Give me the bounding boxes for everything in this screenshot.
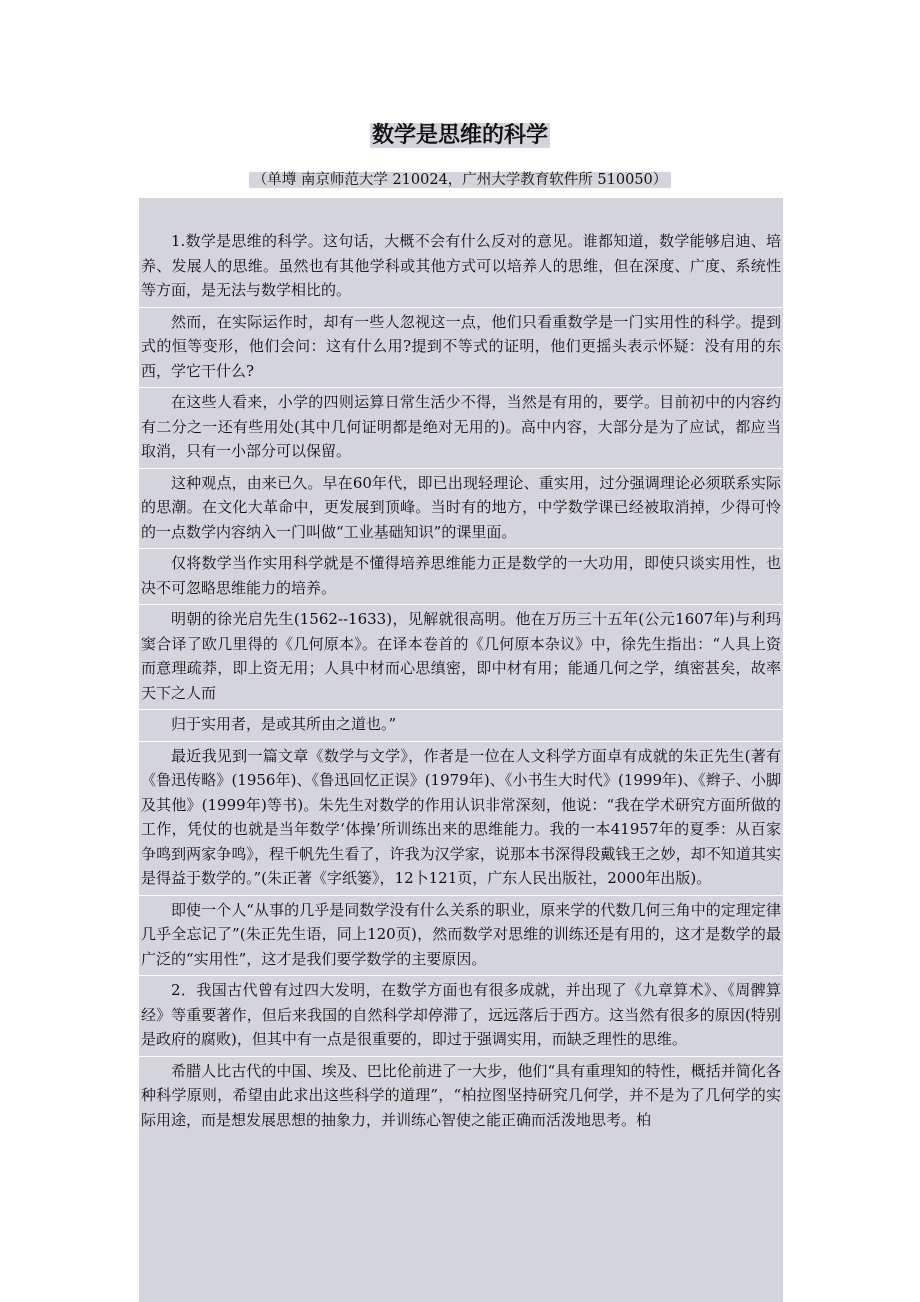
paragraph: 归于实用者，是或其所由之道也。” — [139, 709, 783, 741]
paragraph: 仅将数学当作实用科学就是不懂得培养思维能力正是数学的一大功用，即使只谈实用性，也决不可忽略思维能力的培养。 — [139, 548, 783, 604]
paragraph: 这种观点，由来已久。早在60年代，即已出现轻理论、重实用，过分强调理论必须联系实际的思潮。在文化大革命中，更发展到顶峰。当时有的地方，中学数学课已经被取消掉，少得可怜的一点数学内容纳入一门叫做“工业基础知识”的课里面。 — [139, 468, 783, 549]
paragraph: 即使一个人“从事的几乎是同数学没有什么关系的职业，原来学的代数几何三角中的定理定律几乎全忘记了”(朱正先生语，同上120页)，然而数学对思维的训练还是有用的，这才是数学的最广泛的“实用性”，这才是我们要学数学的主要原因。 — [139, 895, 783, 976]
body-top-spacer — [139, 198, 783, 227]
paragraph: 然而，在实际运作时，却有一些人忽视这一点，他们只看重数学是一门实用性的科学。提到式的恒等变形，他们会问：这有什么用?提到不等式的证明，他们更摇头表示怀疑：没有用的东西，学它干什么? — [139, 307, 783, 388]
article-body — [139, 198, 783, 1302]
document-title — [0, 121, 920, 151]
paragraph: 明朝的徐光启先生(1562--1633)，见解就很高明。他在万历三十五年(公元1607年)与利玛窦合译了欧几里得的《几何原本》。在译本卷首的《几何原本杂议》中，徐先生指出：“人具上资而意理疏莽，即上资无用；人具中材而心思缜密，即中材有用；能通几何之学，缜密甚矣，故率天下之人而 — [139, 604, 783, 709]
paragraph: 希腊人比古代的中国、埃及、巴比伦前进了一大步，他们“具有重理知的特性，概括并简化各种科学原则，希望由此求出这些科学的道理”，“柏拉图坚持研究几何学，并不是为了几何学的实际用途，而是想发展思想的抽象力，并训练心智使之能正确而活泼地思考。柏 — [139, 1056, 783, 1137]
paragraph: 在这些人看来，小学的四则运算日常生活少不得，当然是有用的，要学。目前初中的内容约有二分之一还有些用处(其中几何证明都是绝对无用的)。高中内容，大部分是为了应试，都应当取消，只有一小部分可以保留。 — [139, 387, 783, 468]
paragraph: 最近我见到一篇文章《数学与文学》，作者是一位在人文科学方面卓有成就的朱正先生(著有《鲁迅传略》(1956年)、《鲁迅回忆正误》(1979年)、《小书生大时代》(1999年)、《辫子、小脚及其他》(1999年)等书)。朱先生对数学的作用认识非常深刻，他说：“我在学术研究方面所做的工作，凭仗的也就是当年数学‘体操’所训练出来的思维能力。我的一本41957年的夏季：从百家争鸣到两家争鸣》，程千帆先生看了，许我为汉学家，说那本书深得段戴钱王之妙，却不知道其实是得益于数学的。”(朱正著《字纸篓》，12卜121页，广东人民出版社，2000年出版)。 — [139, 741, 783, 895]
author-byline — [0, 169, 920, 191]
paragraph: 1.数学是思维的科学。这句话，大概不会有什么反对的意见。谁都知道，数学能够启迪、培养、发展人的思维。虽然也有其他学科或其他方式可以培养人的思维，但在深度、广度、系统性等方面，是无法与数学相比的。 — [141, 232, 781, 299]
author-byline-text: （单墫 南京师范大学 210024，广州大学教育软件所 510050） — [249, 172, 672, 188]
paragraph: 2．我国古代曾有过四大发明，在数学方面也有很多成就，并出现了《九章算术》、《周髀算经》等重要著作，但后来我国的自然科学却停滞了，远远落后于西方。这当然有很多的原因(特别是政府的腐败)，但其中有一点是很重要的，即过于强调实用，而缺乏理性的思维。 — [139, 975, 783, 1056]
document-title-text: 数学是思维的科学 — [371, 123, 548, 148]
